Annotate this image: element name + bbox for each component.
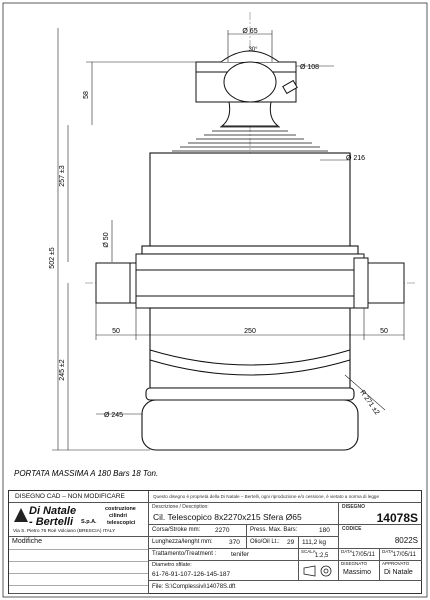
copyright-cell — [149, 491, 422, 503]
dim-head-diameter: Ø 108 — [300, 64, 320, 71]
company-name-2: - Bertelli — [29, 516, 74, 528]
modifiche-label: Modifiche — [12, 538, 42, 545]
company-tag-1: costruzione — [105, 506, 136, 512]
drawing-label: DISEGNO — [342, 504, 366, 510]
left-trunnion — [96, 263, 136, 303]
bellows — [172, 127, 328, 151]
stroke-label: Corsa/Stroke mm: — [152, 527, 201, 533]
date-label-2: DATA — [382, 549, 394, 554]
date-value-2: 17/05/11 — [393, 552, 416, 558]
pressure-value: 180 — [319, 527, 330, 534]
diameters-cell — [149, 561, 299, 581]
dim-angle: 30° — [248, 47, 258, 53]
dim-trunnion-diameter: Ø 50 — [103, 232, 110, 248]
cad-notice-cell — [9, 491, 149, 503]
length-label: Lunghezza/lenght mm: — [152, 539, 213, 545]
scale-value: 1:2,5 — [315, 553, 329, 559]
diameters-label: Diametro sfilate: — [152, 562, 192, 568]
title-block — [8, 490, 422, 594]
capacity-note: PORTATA MASSIMA A 180 Bars 18 Ton. — [14, 469, 159, 478]
dim-lower-height: 245 ±2 — [59, 359, 66, 381]
description-cell — [149, 503, 339, 525]
code-value: 8022S — [394, 536, 418, 545]
dim-base-diameter: Ø 245 — [104, 412, 124, 419]
approved-label: APPROVATO — [382, 561, 410, 566]
dim-right-width: 50 — [380, 328, 388, 335]
trunnion-band — [136, 254, 364, 308]
dim-left-width: 50 — [112, 328, 120, 335]
company-tag-3: telescopici — [107, 520, 136, 526]
designer-label: DISEGNATO — [341, 561, 368, 566]
treatment-cell — [149, 549, 299, 561]
company-logo-block — [9, 503, 149, 537]
pressure-label: Press. Max. Bars: — [250, 527, 298, 533]
dim-head-height: 58 — [83, 91, 90, 99]
treatment-value: tenifer — [231, 551, 250, 558]
company-suffix: S.p.A. — [81, 519, 97, 525]
company-tag-2: cilindri — [109, 513, 128, 519]
date-label-1: DATA — [341, 549, 353, 554]
neck — [222, 102, 278, 126]
scale-label: SCALA — [301, 549, 316, 554]
stroke-value: 2270 — [215, 527, 230, 534]
company-logo-icon — [13, 507, 29, 523]
drawing-number-cell — [339, 503, 422, 525]
length-value: 370 — [229, 539, 240, 546]
base — [142, 388, 358, 450]
projection-symbol-icon — [303, 565, 335, 577]
oil-cell — [247, 537, 299, 549]
date-cell-2 — [380, 549, 422, 561]
oil-label: Olio/Oil Lt.: — [250, 539, 280, 545]
description-label: Descrizione / Description: — [152, 504, 209, 510]
right-trunnion — [354, 258, 404, 308]
file-path: File: S:\Complessivi\14078S.dft — [152, 584, 236, 590]
description-value: Cil. Telescopico 8x2270x215 Sfera Ø65 — [153, 512, 302, 522]
cad-notice: DISEGNO CAD – NON MODIFICARE — [15, 493, 125, 500]
weight-cell — [299, 537, 339, 549]
dim-upper-height: 257 ±3 — [59, 165, 66, 187]
designer-value: Massimo — [343, 569, 372, 576]
dim-pin-diameter: Ø 65 — [242, 28, 258, 35]
weight-value: 111,2 kg — [302, 539, 326, 546]
diameters-value: 61-76-91-107-126-145-187 — [152, 571, 231, 578]
approved-cell — [380, 561, 422, 581]
scale-cell — [299, 549, 339, 561]
date-value-1: 17/05/11 — [352, 552, 375, 558]
ball-head — [196, 51, 297, 102]
length-cell — [149, 537, 247, 549]
dim-total-height: 502 ±5 — [49, 247, 56, 269]
lower-body — [150, 308, 350, 388]
code-cell — [339, 525, 422, 549]
dim-radius: R 271 ±2 — [358, 389, 381, 417]
dim-mid-width: 250 — [244, 328, 256, 335]
pressure-cell — [247, 525, 339, 537]
oil-value: 29 — [287, 539, 295, 546]
drawing-number: 14078S — [376, 511, 418, 525]
dim-body-diameter: Ø 216 — [346, 155, 366, 162]
designer-cell — [339, 561, 380, 581]
code-label: CODICE — [342, 526, 362, 532]
date-cell-1 — [339, 549, 380, 561]
company-address: Via S. Pietro 76 Roè Volciano (BRESCIA) ITALY — [13, 529, 116, 534]
copyright-note: Questo disegno è proprietà della Di Natale – Bertelli, ogni riproduzione e/o cessione, è vietato a norma di legge — [153, 494, 379, 499]
file-cell — [149, 581, 422, 594]
approved-value: Di Natale — [384, 569, 413, 576]
treatment-label: Trattamento/Treatment : — [152, 551, 217, 557]
projection-symbol-cell — [299, 561, 339, 581]
upper-body — [142, 153, 358, 254]
modifiche-cell — [9, 537, 149, 594]
company-name-1: Di Natale — [29, 505, 77, 517]
stroke-cell — [149, 525, 247, 537]
